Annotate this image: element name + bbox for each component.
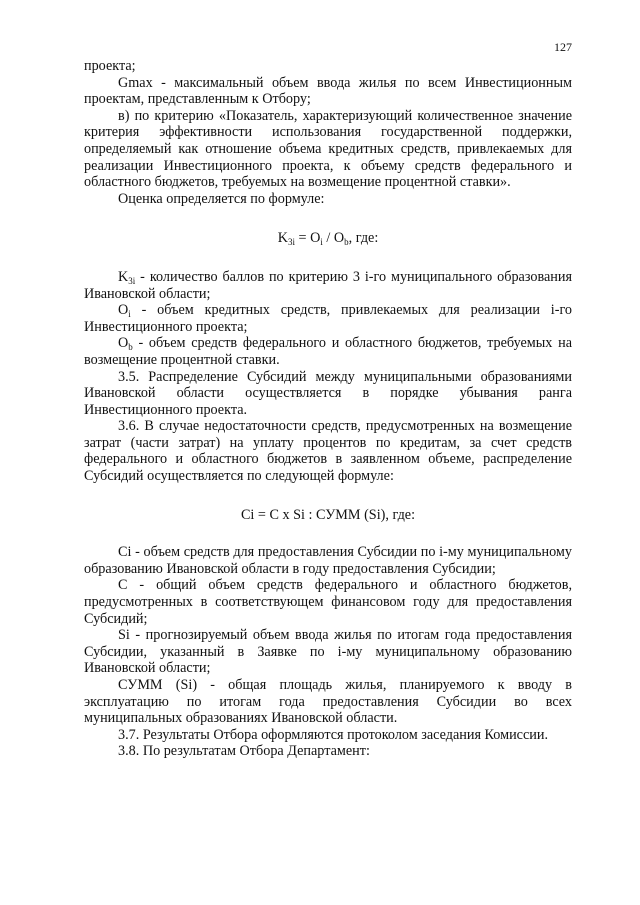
definition-ob-symbol: O	[118, 335, 129, 352]
definition-k-subscript: 3i	[128, 275, 136, 286]
definition-k3i	[84, 269, 572, 302]
document-body	[84, 58, 572, 760]
formula-ob-subscript: b	[344, 237, 349, 248]
formula-k-symbol: K	[277, 230, 288, 247]
paragraph-criterion-v: в) по критерию «Показатель, характеризующий количественное значение критерия эффективности использования государственной поддержки, определяемый как отношение объема кредитных средств, привлекаемых для реализации Инвестиционного проекта, к объему средств федерального и областного бюджетов, требуемых на возмещение процентной ставки».	[84, 107, 572, 191]
definition-ob-text: - объем средств федерального и областного бюджетов, требуемых на возмещение процентной ставки.	[84, 335, 572, 368]
definition-summ-si: СУММ (Si) - общая площадь жилья, планируемого к вводу в эксплуатацию по итогам года предоставления Субсидии во всех муниципальных образованиях Ивановской области.	[84, 677, 572, 727]
paragraph-3-6: 3.6. В случае недостаточности средств, предусмотренных на возмещение затрат (части затрат) на уплату процентов по кредитам, за счет средств федерального и областного бюджетов в заявленном объеме, распределение Субсидий осуществляется по следующей формуле:	[84, 418, 572, 485]
formula-divide-ob: / O	[322, 230, 345, 247]
definition-k-text: - количество баллов по критерию 3 i-го муниципального образования Ивановской области;	[84, 268, 572, 302]
formula-oi-subscript: i	[320, 237, 323, 248]
definition-k-symbol: K	[118, 268, 129, 285]
formula-where: , где:	[348, 230, 379, 247]
paragraph-3-7: 3.7. Результаты Отбора оформляются протоколом заседания Комиссии.	[118, 726, 548, 743]
definition-oi-subscript: i	[128, 309, 131, 320]
definition-ob-subscript: b	[128, 342, 133, 353]
definition-oi-symbol: O	[118, 302, 129, 319]
definition-oi	[84, 302, 572, 335]
definition-si: Si - прогнозируемый объем ввода жилья по итогам года предоставления Субсидии, указанный в Заявке по i-му муниципальному образованию Ивановской области;	[84, 627, 572, 677]
paragraph: проекта;	[84, 58, 136, 74]
definition-c: C - общий объем средств федерального и областного бюджетов, предусмотренных в соответствующем финансовом году для предоставления Субсидий;	[84, 577, 572, 627]
formula-equals-oi: = O	[294, 230, 321, 247]
page-number: 127	[554, 40, 572, 54]
paragraph-gmax-definition: Gmax - максимальный объем ввода жилья по всем Инвестиционным проектам, представленным к Отбору;	[84, 74, 572, 108]
definition-ci: Ci - объем средств для предоставления Субсидии по i-му муниципальному образованию Ивановской области в году предоставления Субсидии;	[84, 544, 572, 577]
formula-k3i	[84, 230, 572, 247]
paragraph-3-8: 3.8. По результатам Отбора Департамент:	[118, 743, 370, 760]
paragraph-formula-intro: Оценка определяется по формуле:	[118, 190, 325, 207]
formula-k-subscript: 3i	[287, 237, 295, 248]
definition-ob	[84, 335, 572, 368]
formula-ci: Ci = C x Si : СУММ (Si), где:	[240, 506, 416, 523]
paragraph-3-5: 3.5. Распределение Субсидий между муниципальными образованиями Ивановской области осуществляется в порядке убывания ранга Инвестиционного проекта.	[84, 368, 572, 418]
definition-oi-text: - объем кредитных средств, привлекаемых для реализации i-го Инвестиционного проекта;	[84, 302, 572, 335]
